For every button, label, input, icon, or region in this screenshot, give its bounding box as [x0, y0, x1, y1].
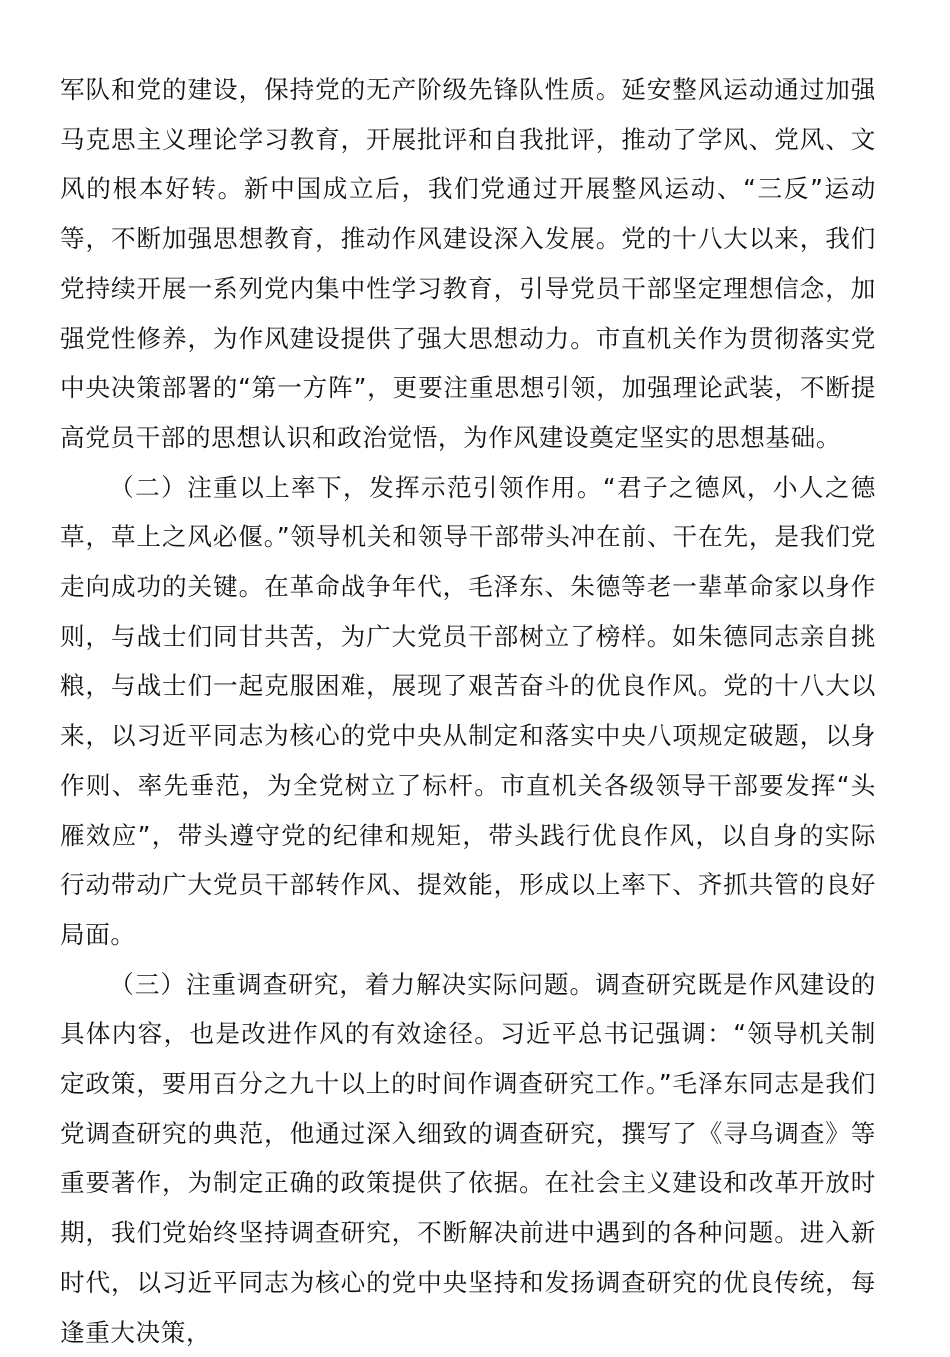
paragraph-continuation: 军队和党的建设，保持党的无产阶级先锋队性质。延安整风运动通过加强马克思主义理论学习教育，开展批评和自我批评，推动了学风、党风、文风的根本好转。新中国成立后，我们党通过开展整风运动、“三反”运动等，不断加强思想教育，推动作风建设深入发展。党的十八大以来，我们党持续开展一系列党内集中性学习教育，引导党员干部坚定理想信念，加强党性修养，为作风建设提供了强大思想动力。市直机关作为贯彻落实党中央决策部署的“第一方阵”，更要注重思想引领，加强理论武装，不断提高党员干部的思想认识和政治觉悟，为作风建设奠定坚实的思想基础。 [60, 75, 876, 452]
paragraph-section-two: （二）注重以上率下，发挥示范引领作用。“君子之德风，小人之德草，草上之风必偃。”领导机关和领导干部带头冲在前、干在先，是我们党走向成功的关键。在革命战争年代，毛泽东、朱德等老一辈革命家以身作则，与战士们同甘共苦，为广大党员干部树立了榜样。如朱德同志亲自挑粮，与战士们一起克服困难，展现了艰苦奋斗的优良作风。党的十八大以来，以习近平同志为核心的党中央从制定和落实中央八项规定破题，以身作则、率先垂范，为全党树立了标杆。市直机关各级领导干部要发挥“头雁效应”，带头遵守党的纪律和规矩，带头践行优良作风，以自身的实际行动带动广大党员干部转作风、提效能，形成以上率下、齐抓共管的良好局面。 [60, 472, 876, 949]
paragraph-section-three: （三）注重调查研究，着力解决实际问题。调查研究既是作风建设的具体内容，也是改进作风的有效途径。习近平总书记强调：“领导机关制定政策，要用百分之九十以上的时间作调查研究工作。”毛泽东同志是我们党调查研究的典范，他通过深入细致的调查研究，撰写了《寻乌调查》等重要著作，为制定正确的政策提供了依据。在社会主义建设和改革开放时期，我们党始终坚持调查研究，不断解决前进中遇到的各种问题。进入新时代，以习近平同志为核心的党中央坚持和发扬调查研究的优良传统，每逢重大决策， [60, 969, 876, 1347]
document-body [60, 65, 876, 1357]
